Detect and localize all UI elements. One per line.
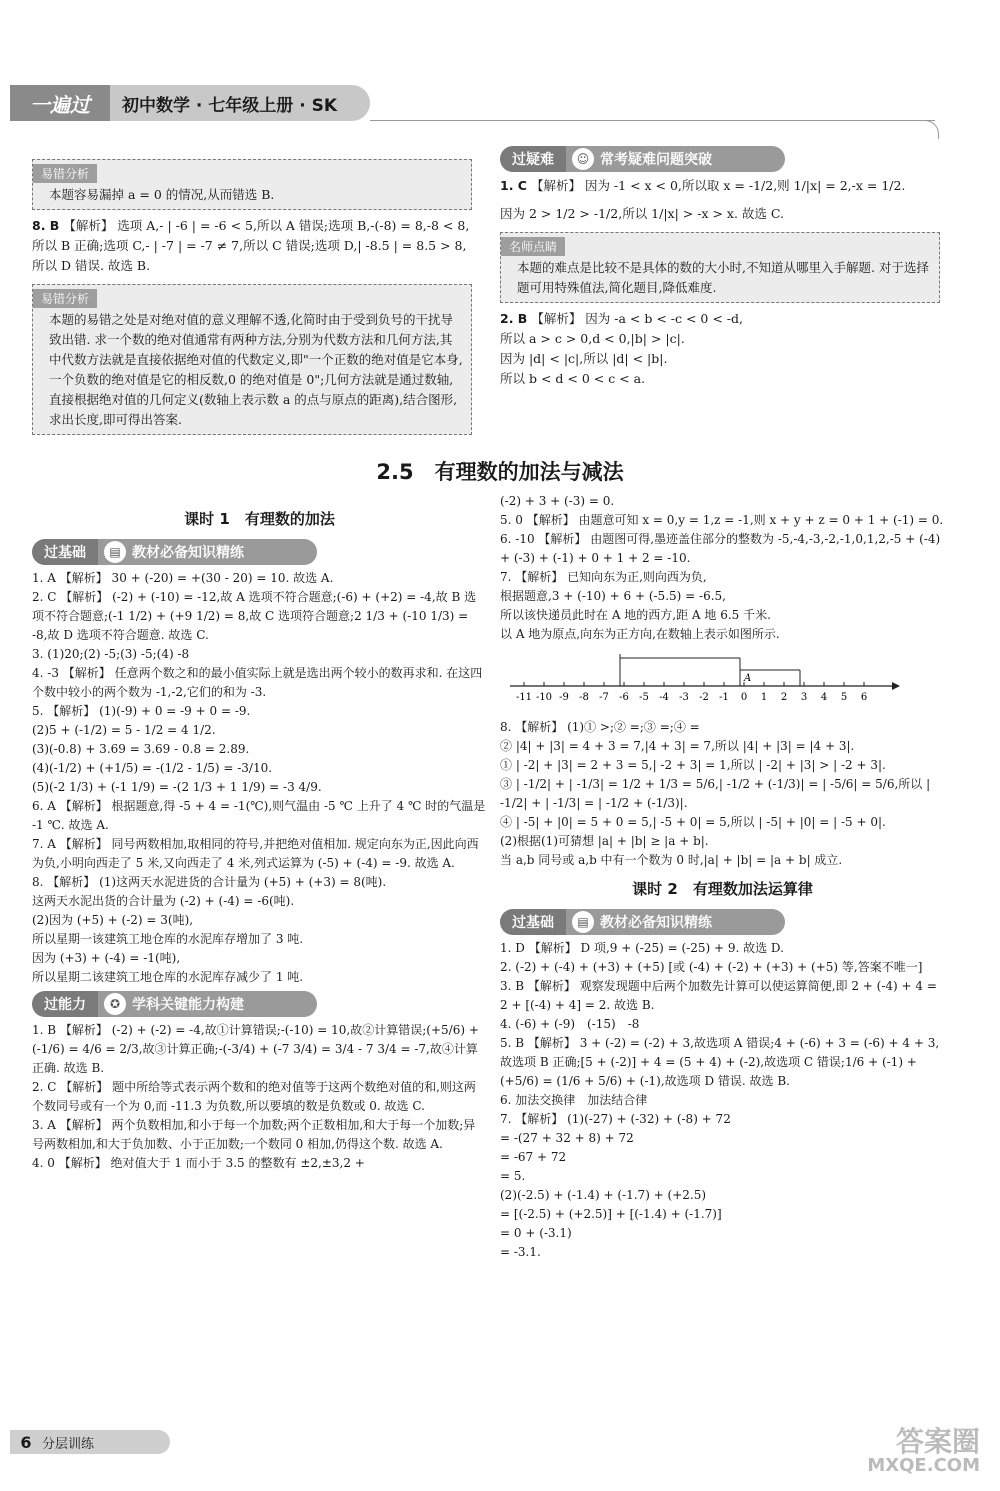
- book-icon: ▤: [572, 911, 594, 933]
- page-footer: [10, 1430, 170, 1454]
- answer-line: 6. -10 【解析】 由题图可得,墨迹盖住部分的整数为 -5,-4,-3,-2,-1,0,1,2,-5 + (-4) + (-3) + (-1) + 0 + 1 + 2 = -10.: [500, 532, 941, 565]
- axis-tick-label: 6: [860, 692, 868, 703]
- answer-text: 【解析】 选项 A,- | -6 | = -6 < 5,所以 A 错误;选项 B,-(-8) = 8,-8 < 8,所以 B 正确;选项 C,- | -7 | = -7 ≠ 7,所以 C 错误;选项 D,| -8.5 | = 8.5 > 8,所以 D 错误. 故选 B.: [32, 218, 470, 273]
- axis-tick-label: 1: [760, 692, 768, 703]
- watermark-logo: 答案圈: [895, 1425, 980, 1458]
- answer-line: = -(27 + 32 + 8) + 72: [500, 1131, 634, 1145]
- right-main-column: [500, 492, 945, 1262]
- lesson-title: 课时 1 有理数的加法: [184, 510, 335, 528]
- axis-tick-label: 0: [740, 692, 748, 703]
- mascot-icon: ☺: [572, 148, 594, 170]
- answer-line: 1. B 【解析】 (-2) + (-2) = -4,故①计算错误;-(-10) = 10,故②计算错误;(+5/6) + (-1/6) = 4/6 = 2/3,故③计算正确;-(-3/4) + (-7 3/4) = 3/4 - 7 3/4 = -7,故④计算正确. 故选 B.: [32, 1023, 479, 1075]
- banner-subtitle: 常考疑难问题突破: [600, 152, 712, 168]
- banner-subtitle: 教材必备知识精练: [600, 915, 712, 931]
- axis-ticks: [516, 682, 867, 703]
- answer-line: 当 a,b 同号或 a,b 中有一个数为 0 时,|a| + |b| = |a + b| 成立.: [500, 853, 843, 867]
- answer-line: = -67 + 72: [500, 1150, 567, 1164]
- answer-line: 8. 【解析】 (1)① >;② =;③ =;④ =: [500, 720, 700, 734]
- answer-continuation: 因为 |d| < |c|,所以 |d| < |b|.: [500, 351, 668, 366]
- answer-line: (5)(-2 1/3) + (-1 1/9) = -(2 1/3 + 1 1/9) = -3 4/9.: [32, 780, 322, 794]
- answer-line: 7. A 【解析】 同号两数相加,取相同的符号,并把绝对值相加. 规定向东为正,因此向西为负,小明向西走了 5 米,又向西走了 4 米,列式运算为 (-5) + (-4) = -9. 故选 A.: [32, 837, 479, 870]
- answer-number: 8. B: [32, 218, 60, 233]
- answer-line: 1. A 【解析】 30 + (-20) = +(30 - 20) = 10. 故选 A.: [32, 571, 334, 585]
- point-a-label: A: [744, 673, 752, 684]
- answer-line: 所以该快递员此时在 A 地的西方,距 A 地 6.5 千米.: [500, 608, 771, 622]
- axis-tick-label: 3: [800, 692, 808, 703]
- answer-line: 4. -3 【解析】 任意两个数之和的最小值实际上就是选出两个较小的数再求和. 在这四个数中较小的两个数为 -1,-2,它们的和为 -3.: [32, 666, 483, 699]
- medal-icon: ✪: [104, 993, 126, 1015]
- answer-line: 3. (1)20;(2) -5;(3) -5;(4) -8: [32, 647, 190, 661]
- answer-line: ③ | -1/2| + | -1/3| = 1/2 + 1/3 = 5/6,| -1/2 + (-1/3)| = | -5/6| = 5/6,所以 | -1/2| + | -1/3| = | -1/2 + (-1/3)|.: [500, 777, 931, 810]
- answer-line: 5. B 【解析】 3 + (-2) = (-2) + 3,故选项 A 错误;4 + (-6) + 3 = (-6) + 4 + 3,故选项 B 正确;[5 + (-2)] + 4 = (5 + 4) + (-2),故选项 C 错误;1/6 + (-1) + (+5/6) = (1/6 + 5/6) + (-1),故选项 D 错误. 故选 B.: [500, 1036, 940, 1088]
- axis-tick-label: 2: [780, 692, 788, 703]
- basics-section-banner: [500, 909, 785, 935]
- axis-tick-label: -1: [719, 692, 729, 703]
- banner-label: 过能力: [32, 991, 98, 1017]
- brand-logo: 一遍过: [10, 85, 110, 121]
- answer-line: 因为 (+3) + (-4) = -1(吨),: [32, 951, 181, 965]
- answer-line: ① | -2| + |3| = 2 + 3 = 5,| -2 + 3| = 1,所以 | -2| + |3| > | -2 + 3|.: [500, 758, 886, 772]
- header-rule-curve: [920, 120, 939, 139]
- answer-line: (2)因为 (+5) + (-2) = 3(吨),: [32, 913, 194, 927]
- answer-line: ② |4| + |3| = 4 + 3 = 7,|4 + 3| = 7,所以 |4| + |3| = |4 + 3|.: [500, 739, 855, 753]
- answer-line: 6. A 【解析】 根据题意,得 -5 + 4 = -1(℃),则气温由 -5 ℃ 上升了 4 ℃ 时的气温是 -1 ℃. 故选 A.: [32, 799, 486, 832]
- number-line-figure: [500, 650, 900, 706]
- axis-tick-label: 5: [840, 692, 848, 703]
- axis-tick-label: -4: [659, 692, 669, 703]
- difficulty-section-banner: [500, 146, 785, 172]
- answer-line: = [(-2.5) + (+2.5)] + [(-1.4) + (-1.7)]: [500, 1207, 722, 1221]
- banner-label: 过疑难: [500, 146, 566, 172]
- header-title: 初中数学 · 七年级上册 · SK: [122, 95, 338, 116]
- answer-line: (-2) + 3 + (-3) = 0.: [500, 494, 615, 508]
- answer-line: = 5.: [500, 1169, 526, 1183]
- answer-line: 4. 0 【解析】 绝对值大于 1 而小于 3.5 的整数有 ±2,±3,2 +: [32, 1156, 365, 1170]
- right-top-column: [500, 142, 940, 389]
- answer-list: [500, 718, 945, 870]
- answer-line: (2)5 + (-1/2) = 5 - 1/2 = 4 1/2.: [32, 723, 216, 737]
- answer-line: 7. 【解析】 (1)(-27) + (-32) + (-8) + 72: [500, 1112, 731, 1126]
- note-text: 本题的难点是比较不是具体的数的大小时,不知道从哪里入手解题. 对于选择题可用特殊值法,简化题目,降低难度.: [517, 260, 929, 295]
- axis-tick-label: -6: [619, 692, 629, 703]
- answer-continuation: 所以 a > c > 0,d < 0,|b| > |c|.: [500, 331, 685, 346]
- note-text: 本题容易漏掉 a = 0 的情况,从而错选 B.: [49, 187, 275, 202]
- section-title: 2.5 有理数的加法与减法: [376, 460, 624, 484]
- page-header: [10, 85, 370, 121]
- axis-arrow-icon: [892, 682, 900, 690]
- answer-list: [32, 569, 487, 987]
- lesson-title: 课时 2 有理数加法运算律: [632, 880, 813, 898]
- answer-line: ④ | -5| + |0| = 5 + 0 = 5,| -5 + 0| = 5,所以 | -5| + |0| = | -5 + 0|.: [500, 815, 886, 829]
- answer-line: 7. 【解析】 已知向东为正,则向西为负,: [500, 570, 707, 584]
- error-analysis-note-1: [32, 159, 472, 210]
- answer-line: = -3.1.: [500, 1245, 541, 1259]
- answer-number: 1. C: [500, 178, 527, 193]
- answer-list: [32, 1021, 487, 1173]
- error-analysis-note-2: [32, 284, 472, 435]
- footer-label: 分层训练: [42, 1436, 95, 1452]
- left-top-column: [32, 155, 472, 439]
- note-tag: 易错分析: [33, 289, 97, 308]
- answer-continuation: 因为 2 > 1/2 > -1/2,所以 1/|x| > -x > x. 故选 C.: [500, 206, 784, 221]
- answer-text: 【解析】 因为 -a < b < -c < 0 < -d,: [531, 311, 743, 326]
- page-number: 6: [20, 1432, 32, 1452]
- answer-line: 2. C 【解析】 题中所给等式表示两个数和的绝对值等于这两个数绝对值的和,则这两个数同号或有一个为 0,而 -11.3 为负数,所以要填的数是负数或 0. 故选 C.: [32, 1080, 476, 1113]
- answer-line: 5. 【解析】 (1)(-9) + 0 = -9 + 0 = -9.: [32, 704, 251, 718]
- answer-list: [500, 939, 945, 1262]
- answer-line: 1. D 【解析】 D 项,9 + (-25) = (-25) + 9. 故选 D.: [500, 941, 784, 955]
- answer-line: (3)(-0.8) + 3.69 = 3.69 - 0.8 = 2.89.: [32, 742, 250, 756]
- answer-line: 所以星期二该建筑工地仓库的水泥库存减少了 1 吨.: [32, 970, 304, 984]
- answer-line: 所以星期一该建筑工地仓库的水泥库存增加了 3 吨.: [32, 932, 304, 946]
- answer-line: (4)(-1/2) + (+1/5) = -(1/2 - 1/5) = -3/10.: [32, 761, 273, 775]
- left-main-column: [32, 500, 487, 1173]
- answer-item: [500, 176, 940, 196]
- basics-section-banner: [32, 539, 317, 565]
- axis-tick-label: -7: [599, 692, 609, 703]
- axis-tick-label: -5: [639, 692, 649, 703]
- axis-tick-label: -8: [579, 692, 589, 703]
- answer-line: 2. C 【解析】 (-2) + (-10) = -12,故 A 选项不符合题意;(-6) + (+2) = -4,故 B 选项不符合题意;(-1 1/2) + (+9 1/2) = 8,故 C 选项符合题意;2 1/3 + (-10 1/3) = -8,故 D 选项不符合题意. 故选 C.: [32, 590, 477, 642]
- answer-number: 2. B: [500, 311, 528, 326]
- axis-tick-label: -3: [679, 692, 689, 703]
- note-tag: 易错分析: [33, 164, 97, 183]
- axis-tick-label: -10: [535, 692, 553, 703]
- book-icon: ▤: [104, 541, 126, 563]
- answer-line: (2)(-2.5) + (-1.4) + (-1.7) + (+2.5): [500, 1188, 707, 1202]
- header-rule: [370, 120, 935, 121]
- answer-line: 5. 0 【解析】 由题意可知 x = 0,y = 1,z = -1,则 x + y + z = 0 + 1 + (-1) = 0.: [500, 513, 944, 527]
- answer-item: [500, 309, 940, 329]
- answer-line: 6. 加法交换律 加法结合律: [500, 1093, 648, 1107]
- answer-line: 以 A 地为原点,向东为正方向,在数轴上表示如图所示.: [500, 627, 780, 641]
- answer-continuation: 所以 b < d < 0 < c < a.: [500, 371, 646, 386]
- answer-line: 这两天水泥出货的合计量为 (-2) + (-4) = -6(吨).: [32, 894, 295, 908]
- answer-line: = 0 + (-3.1): [500, 1226, 572, 1240]
- axis-tick-label: 4: [820, 692, 828, 703]
- note-tag: 名师点睛: [501, 237, 565, 256]
- answer-line: 4. (-6) + (-9) (-15) -8: [500, 1017, 640, 1031]
- answer-line: 3. B 【解析】 观察发现题中后两个加数先计算可以使运算简便,即 2 + (-4) + 4 = 2 + [(-4) + 4] = 2. 故选 B.: [500, 979, 937, 1012]
- answer-line: 根据题意,3 + (-10) + 6 + (-5.5) = -6.5,: [500, 589, 726, 603]
- banner-label: 过基础: [32, 539, 98, 565]
- banner-label: 过基础: [500, 909, 566, 935]
- answer-line: 3. A 【解析】 两个负数相加,和小于每一个加数;两个正数相加,和大于每一个加数;异号两数相加,和大于负加数、小于正加数;一个数同 0 相加,仍得这个数. 故选 A.: [32, 1118, 476, 1151]
- answer-text: 【解析】 因为 -1 < x < 0,所以取 x = -1/2,则 1/|x| = 2,-x = 1/2.: [530, 178, 906, 193]
- axis-tick-label: -9: [559, 692, 569, 703]
- answer-line: (2)根据(1)可猜想 |a| + |b| ≥ |a + b|.: [500, 834, 709, 848]
- answer-line: 8. 【解析】 (1)这两天水泥进货的合计量为 (+5) + (+3) = 8(吨).: [32, 875, 387, 889]
- banner-subtitle: 学科关键能力构建: [132, 997, 244, 1013]
- banner-subtitle: 教材必备知识精练: [132, 545, 244, 561]
- watermark-url: MXQE.COM: [867, 1455, 980, 1476]
- axis-tick-label: -2: [699, 692, 709, 703]
- note-text: 本题的易错之处是对绝对值的意义理解不透,化简时由于受到负号的干扰导致出错. 求一个数的绝对值通常有两种方法,分别为代数方法和几何方法,其中代数方法就是直接依据绝对值的代数定义,即"一个正数的绝对值是它本身,一个负数的绝对值是它的相反数,0 的绝对值是 0";几何方法就是通过数轴,直接根据绝对值的几何定义(数轴上表示数 a 的点与原点的距离),结合图形,求出长度,即可得出答案.: [49, 312, 463, 427]
- axis-tick-label: -11: [515, 692, 533, 703]
- teacher-tip-note: [500, 232, 940, 303]
- answer-item: [32, 216, 472, 276]
- ability-section-banner: [32, 991, 317, 1017]
- answer-list: [500, 492, 945, 644]
- answer-line: 2. (-2) + (-4) + (+3) + (+5) [或 (-4) + (-2) + (+3) + (+5) 等,答案不唯一]: [500, 960, 923, 974]
